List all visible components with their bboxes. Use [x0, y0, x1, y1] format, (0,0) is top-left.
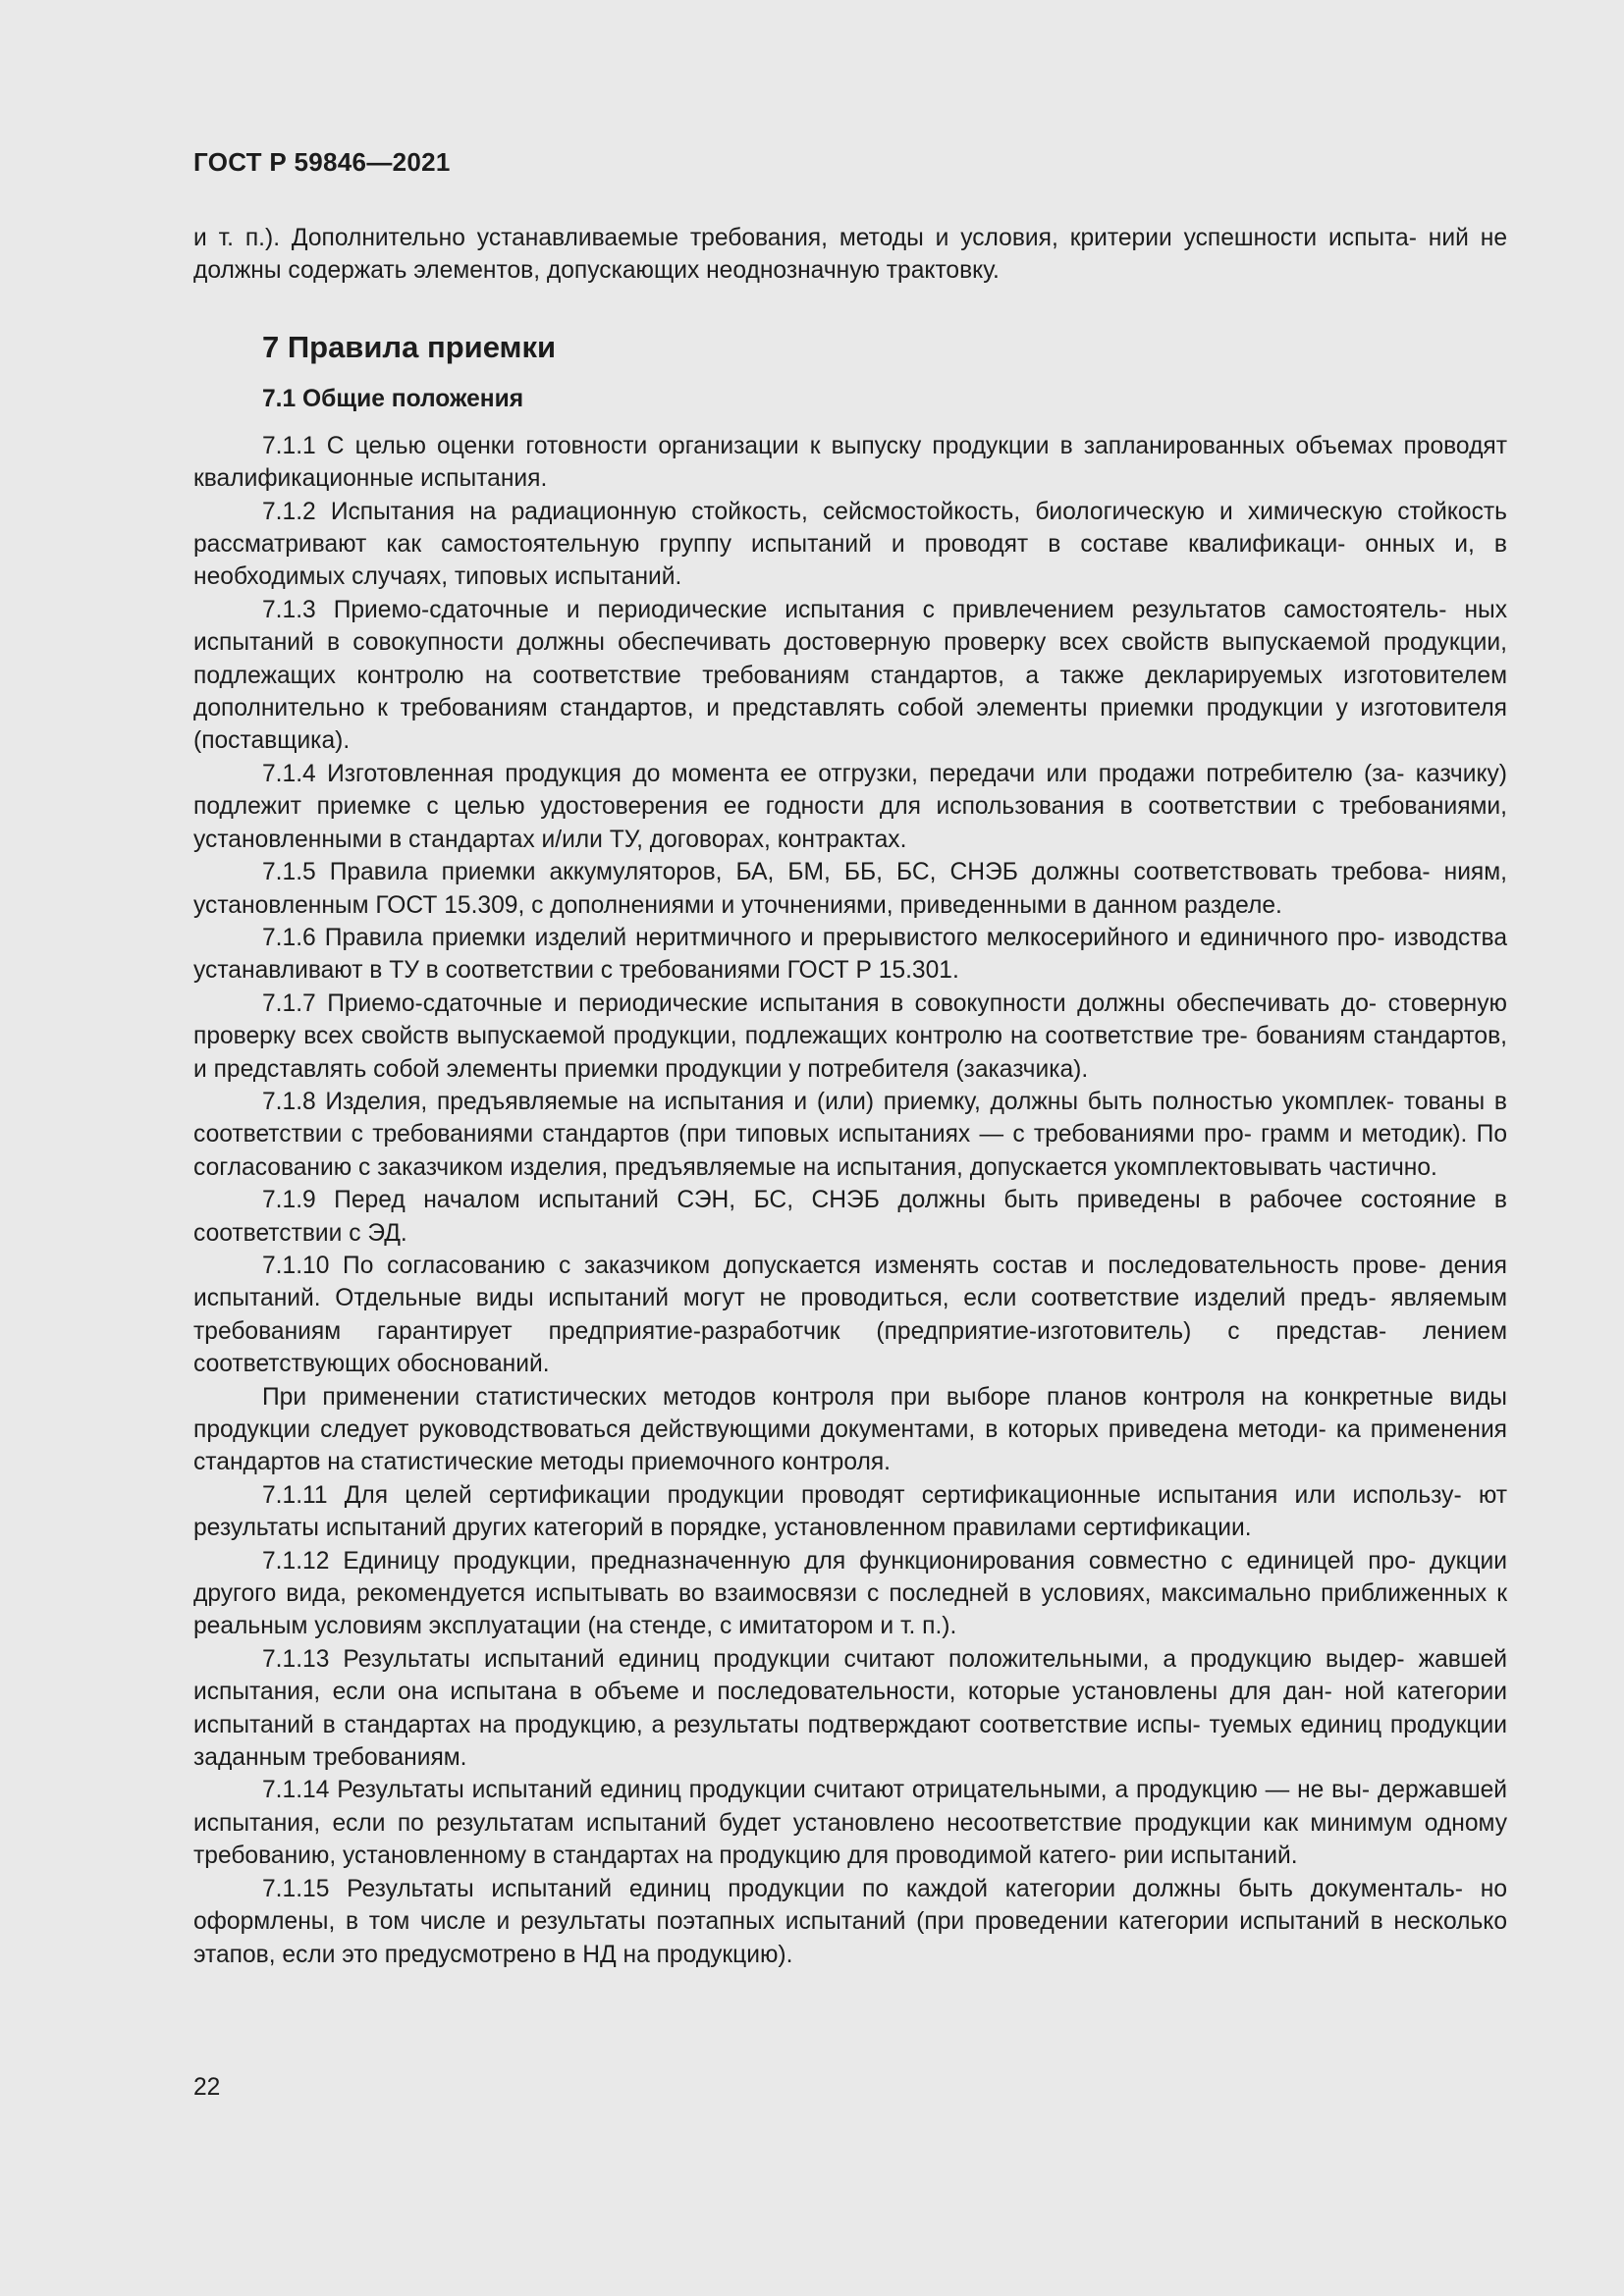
paragraph-7-1-2: 7.1.2 Испытания на радиационную стойкость, сейсмостойкость, биологическую и химическую стойкость рассматривают как самостоятельную группу испытаний и проводят в составе квалификаци- онных и, в необходимых случаях, типовых испытаний. — [193, 498, 1507, 591]
paragraph-7-1-10: 7.1.10 По согласованию с заказчиком допускается изменять состав и последовательность прове- дения испытаний. Отдельные виды испытаний могут не проводиться, если соответствие изделий предъ- являемым требованиям гарантирует предприятие-разработчик (предприятие-изготовитель) с представ- лением соответствующих обоснований. — [193, 1252, 1507, 1378]
paragraph-7-1-8: 7.1.8 Изделия, предъявляемые на испытания и (или) приемку, должны быть полностью укомплек- тованы в соответствии с требованиями стандартов (при типовых испытаниях — с требованиями про- грамм и методик). По согласованию с заказчиком изделия, предъявляемые на испытания, допускается укомплектовывать частично. — [193, 1088, 1507, 1181]
paragraph-7-1-5: 7.1.5 Правила приемки аккумуляторов, БА, БМ, ББ, БС, СНЭБ должны соответствовать требова- ниям, установленным ГОСТ 15.309, с дополнениями и уточнениями, приведенными в данном разделе. — [193, 859, 1507, 919]
document-header-code: ГОСТ Р 59846—2021 — [193, 147, 451, 177]
intro-paragraph: и т. п.). Дополнительно устанавливаемые требования, методы и условия, критерии успешности испыта- ний не должны содержать элементов, допускающих неоднозначную трактовку. — [193, 225, 1507, 285]
paragraph-7-1-12: 7.1.12 Единицу продукции, предназначенную для функционирования совместно с единицей про- дукции другого вида, рекомендуется испытывать во взаимосвязи с последней в условиях, максимально приближенных к реальным условиям эксплуатации (на стенде, с имитатором и т. п.). — [193, 1547, 1507, 1640]
paragraph-7-1-15: 7.1.15 Результаты испытаний единиц продукции по каждой категории должны быть документаль- но оформлены, в том числе и результаты поэтапных испытаний (при проведении категории испытаний в несколько этапов, если это предусмотрено в НД на продукцию). — [193, 1875, 1507, 1968]
paragraph-7-1-7: 7.1.7 Приемо-сдаточные и периодические испытания в совокупности должны обеспечивать до- стоверную проверку всех свойств выпускаемой продукции, подлежащих контролю на соответствие тре- бованиям стандартов, и представлять собой элементы приемки продукции у потребителя (заказчика). — [193, 989, 1507, 1083]
subsection-title: 7.1 Общие положения — [262, 385, 524, 412]
paragraph-7-1-4: 7.1.4 Изготовленная продукция до момента ее отгрузки, передачи или продажи потребителю (за- казчику) подлежит приемке с целью удостоверения ее годности для использования в соответствии с требованиями, установленными в стандартах и/или ТУ, договорах, контрактах. — [193, 760, 1507, 853]
paragraph-7-1-13: 7.1.13 Результаты испытаний единиц продукции считают положительными, а продукцию выдер- жавшей испытания, если она испытана в объеме и последовательности, которые установлены для дан- ной категории испытаний в стандартах на продукцию, а результаты подтверждают соответствие испы- туемых единиц продукции заданным требованиям. — [193, 1645, 1507, 1772]
page-number: 22 — [193, 2074, 221, 2101]
document-body — [193, 222, 1507, 1971]
section-title: 7 Правила приемки — [262, 329, 557, 364]
paragraph-7-1-3: 7.1.3 Приемо-сдаточные и периодические испытания с привлечением результатов самостоятель- ных испытаний в совокупности должны обеспечивать достоверную проверку всех свойств выпускаемой продукции, подлежащих контролю на соответствие требованиям стандартов, а также декларируемых изготовителем дополнительно к требованиям стандартов, и представлять собой элементы приемки продукции у изготовителя (поставщика). — [193, 596, 1507, 755]
paragraph-7-1-11: 7.1.11 Для целей сертификации продукции проводят сертификационные испытания или использу- ют результаты испытаний других категорий в порядке, установленном правилами сертификации. — [193, 1481, 1507, 1542]
paragraph-7-1-1: 7.1.1 С целью оценки готовности организации к выпуску продукции в запланированных объемах проводят квалификационные испытания. — [193, 432, 1507, 493]
paragraph-7-1-9: 7.1.9 Перед началом испытаний СЭН, БС, СНЭБ должны быть приведены в рабочее состояние в соответствии с ЭД. — [193, 1187, 1507, 1247]
paragraph-7-1-14: 7.1.14 Результаты испытаний единиц продукции считают отрицательными, а продукцию — не вы- державшей испытания, если по результатам испытаний будет установлено несоответствие продукции как минимум одному требованию, установленному в стандартах на продукцию для проводимой катего- рии испытаний. — [193, 1777, 1507, 1870]
paragraph-statistical-methods: При применении статистических методов контроля при выборе планов контроля на конкретные виды продукции следует руководствоваться действующими документами, в которых приведена методи- ка применения стандартов на статистические методы приемочного контроля. — [193, 1383, 1507, 1476]
paragraph-7-1-6: 7.1.6 Правила приемки изделий неритмичного и прерывистого мелкосерийного и единичного про- изводства устанавливают в ТУ в соответствии с требованиями ГОСТ Р 15.301. — [193, 924, 1507, 985]
